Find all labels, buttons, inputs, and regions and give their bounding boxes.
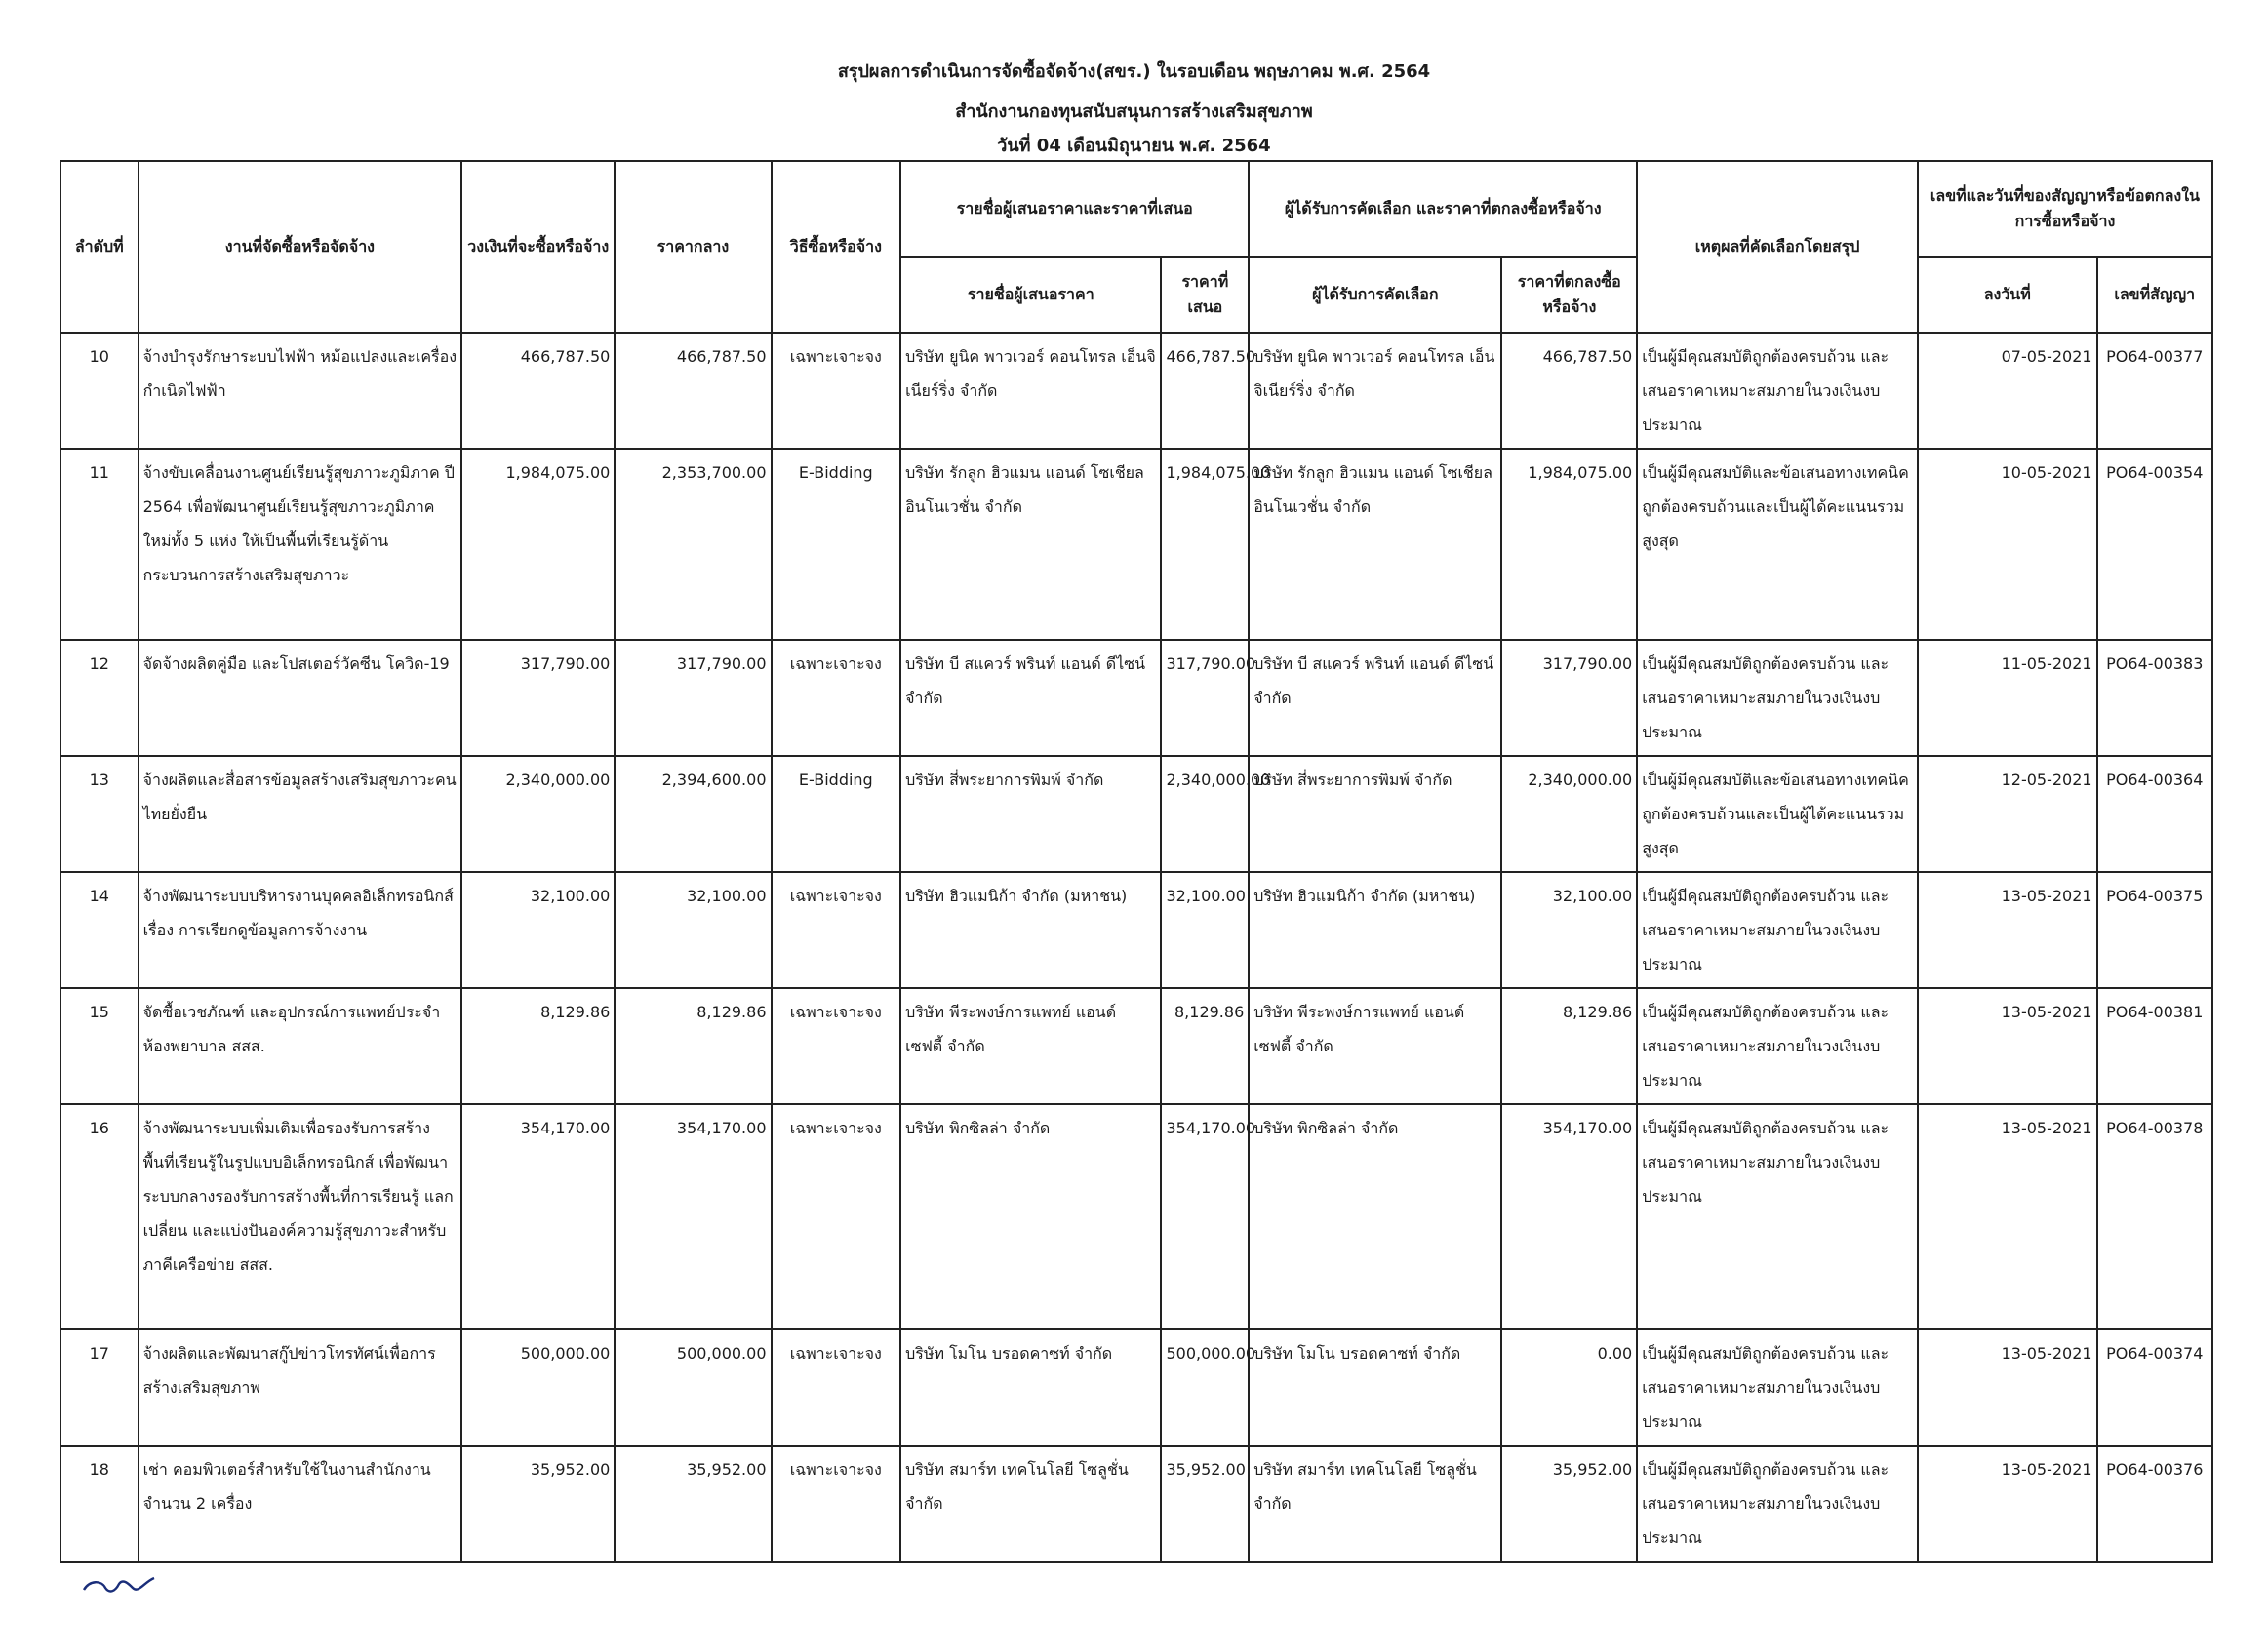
table-row — [60, 756, 2212, 872]
budget-value: 32,100.00 — [461, 872, 615, 988]
row-number: 16 — [60, 1104, 139, 1329]
winner-name: บริษัท สี่พระยาการพิมพ์ จำกัด — [1249, 756, 1501, 872]
work-description: จ้างพัฒนาระบบบริหารงานบุคคลอิเล็กทรอนิกส์ เรื่อง การเรียกดูข้อมูลการจ้างงาน — [139, 872, 462, 988]
header-reason: เหตุผลที่คัดเลือกโดยสรุป — [1637, 161, 1918, 333]
table-row — [60, 988, 2212, 1104]
work-description: จ้างพัฒนาระบบเพิ่มเติมเพื่อรองรับการสร้างพื้นที่เรียนรู้ในรูปแบบอิเล็กทรอนิกส์ เพื่อพัฒนาระบบกลางรองรับการสร้างพื้นที่การเรียนรู้ แลกเปลี่ยน และแบ่งปันองค์ความรู้สุขภาวะสำหรับภาคีเครือข่าย สสส. — [139, 1104, 462, 1329]
row-number: 14 — [60, 872, 139, 988]
header-budget: วงเงินที่จะซื้อหรือจ้าง — [461, 161, 615, 333]
procurement-table — [60, 160, 2213, 1563]
agreed-price: 2,340,000.00 — [1501, 756, 1637, 872]
median-price: 2,394,600.00 — [615, 756, 771, 872]
selection-reason: เป็นผู้มีคุณสมบัติถูกต้องครบถ้วน และเสนอราคาเหมาะสมภายในวงเงินงบประมาณ — [1637, 640, 1918, 756]
bidder-name: บริษัท พิกซิลล่า จำกัด — [900, 1104, 1161, 1329]
median-price: 354,170.00 — [615, 1104, 771, 1329]
sign-date: 13-05-2021 — [1918, 1446, 2097, 1562]
budget-value: 354,170.00 — [461, 1104, 615, 1329]
agreed-price: 32,100.00 — [1501, 872, 1637, 988]
bidder-name: บริษัท สมาร์ท เทคโนโลยี โซลูชั่น จำกัด — [900, 1446, 1161, 1562]
selection-reason: เป็นผู้มีคุณสมบัติถูกต้องครบถ้วน และเสนอราคาเหมาะสมภายในวงเงินงบประมาณ — [1637, 988, 1918, 1104]
bid-price: 354,170.00 — [1161, 1104, 1249, 1329]
bid-price: 35,952.00 — [1161, 1446, 1249, 1562]
row-number: 17 — [60, 1329, 139, 1446]
signature-mark — [80, 1570, 158, 1598]
budget-value: 1,984,075.00 — [461, 449, 615, 640]
budget-value: 466,787.50 — [461, 333, 615, 449]
sign-date: 13-05-2021 — [1918, 1104, 2097, 1329]
bidder-name: บริษัท ฮิวแมนิก้า จำกัด (มหาชน) — [900, 872, 1161, 988]
bid-price: 2,340,000.00 — [1161, 756, 1249, 872]
bidder-name: บริษัท รักลูก ฮิวแมน แอนด์ โซเชียล อินโนเวชั่น จำกัด — [900, 449, 1161, 640]
row-number: 10 — [60, 333, 139, 449]
sign-date: 13-05-2021 — [1918, 988, 2097, 1104]
winner-name: บริษัท โมโน บรอดคาซท์ จำกัด — [1249, 1329, 1501, 1446]
contract-number: PO64-00378 — [2097, 1104, 2212, 1329]
procurement-method: เฉพาะเจาะจง — [772, 333, 901, 449]
header-contract-group: เลขที่และวันที่ของสัญญาหรือข้อตกลงในการซื้อหรือจ้าง — [1918, 161, 2212, 257]
budget-value: 2,340,000.00 — [461, 756, 615, 872]
selection-reason: เป็นผู้มีคุณสมบัติถูกต้องครบถ้วน และเสนอราคาเหมาะสมภายในวงเงินงบประมาณ — [1637, 1329, 1918, 1446]
header-sign-date: ลงวันที่ — [1918, 257, 2097, 333]
work-description: จ้างผลิตและพัฒนาสกู๊ปข่าวโทรทัศน์เพื่อการสร้างเสริมสุขภาพ — [139, 1329, 462, 1446]
header-method: วิธีซื้อหรือจ้าง — [772, 161, 901, 333]
contract-number: PO64-00377 — [2097, 333, 2212, 449]
procurement-method: เฉพาะเจาะจง — [772, 1104, 901, 1329]
table-row — [60, 333, 2212, 449]
winner-name: บริษัท รักลูก ฮิวแมน แอนด์ โซเชียล อินโนเวชั่น จำกัด — [1249, 449, 1501, 640]
median-price: 8,129.86 — [615, 988, 771, 1104]
procurement-method: E-Bidding — [772, 756, 901, 872]
bid-price: 1,984,075.00 — [1161, 449, 1249, 640]
table-row — [60, 1104, 2212, 1329]
row-number: 12 — [60, 640, 139, 756]
winner-name: บริษัท พิกซิลล่า จำกัด — [1249, 1104, 1501, 1329]
header-agreed-price: ราคาที่ตกลงซื้อหรือจ้าง — [1501, 257, 1637, 333]
sign-date: 13-05-2021 — [1918, 1329, 2097, 1446]
header-bidders-group: รายชื่อผู้เสนอราคาและราคาที่เสนอ — [900, 161, 1249, 257]
selection-reason: เป็นผู้มีคุณสมบัติและข้อเสนอทางเทคนิคถูกต้องครบถ้วนและเป็นผู้ได้คะแนนรวมสูงสุด — [1637, 449, 1918, 640]
document-organization: สำนักงานกองทุนสนับสนุนการสร้างเสริมสุขภาพ — [955, 101, 1313, 122]
median-price: 317,790.00 — [615, 640, 771, 756]
agreed-price: 0.00 — [1501, 1329, 1637, 1446]
row-number: 18 — [60, 1446, 139, 1562]
sign-date: 13-05-2021 — [1918, 872, 2097, 988]
selection-reason: เป็นผู้มีคุณสมบัติและข้อเสนอทางเทคนิคถูกต้องครบถ้วนและเป็นผู้ได้คะแนนรวมสูงสุด — [1637, 756, 1918, 872]
agreed-price: 317,790.00 — [1501, 640, 1637, 756]
winner-name: บริษัท สมาร์ท เทคโนโลยี โซลูชั่น จำกัด — [1249, 1446, 1501, 1562]
median-price: 35,952.00 — [615, 1446, 771, 1562]
document-title: สรุปผลการดำเนินการจัดซื้อจัดจ้าง(สขร.) ในรอบเดือน พฤษภาคม พ.ศ. 2564 — [837, 61, 1431, 82]
header-bid-price: ราคาที่เสนอ — [1161, 257, 1249, 333]
agreed-price: 8,129.86 — [1501, 988, 1637, 1104]
table-row — [60, 640, 2212, 756]
work-description: เช่า คอมพิวเตอร์สำหรับใช้ในงานสำนักงาน จำนวน 2 เครื่อง — [139, 1446, 462, 1562]
bid-price: 32,100.00 — [1161, 872, 1249, 988]
winner-name: บริษัท ยูนิค พาวเวอร์ คอนโทรล เอ็นจิเนียร์ริ่ง จำกัด — [1249, 333, 1501, 449]
procurement-method: เฉพาะเจาะจง — [772, 988, 901, 1104]
procurement-method: เฉพาะเจาะจง — [772, 1446, 901, 1562]
work-description: จ้างบำรุงรักษาระบบไฟฟ้า หม้อแปลงและเครื่องกำเนิดไฟฟ้า — [139, 333, 462, 449]
sign-date: 12-05-2021 — [1918, 756, 2097, 872]
budget-value: 317,790.00 — [461, 640, 615, 756]
winner-name: บริษัท บี สแควร์ พรินท์ แอนด์ ดีไซน์ จำกัด — [1249, 640, 1501, 756]
contract-number: PO64-00354 — [2097, 449, 2212, 640]
budget-value: 35,952.00 — [461, 1446, 615, 1562]
agreed-price: 35,952.00 — [1501, 1446, 1637, 1562]
work-description: จัดจ้างผลิตคู่มือ และโปสเตอร์วัคซีน โควิด-19 — [139, 640, 462, 756]
procurement-method: เฉพาะเจาะจง — [772, 872, 901, 988]
table-row — [60, 449, 2212, 640]
row-number: 13 — [60, 756, 139, 872]
bidder-name: บริษัท โมโน บรอดคาซท์ จำกัด — [900, 1329, 1161, 1446]
median-price: 32,100.00 — [615, 872, 771, 988]
bid-price: 466,787.50 — [1161, 333, 1249, 449]
work-description: จ้างผลิตและสื่อสารข้อมูลสร้างเสริมสุขภาวะคนไทยยั่งยืน — [139, 756, 462, 872]
header-contract-no: เลขที่สัญญา — [2097, 257, 2212, 333]
header-winner-group: ผู้ได้รับการคัดเลือก และราคาที่ตกลงซื้อหรือจ้าง — [1249, 161, 1637, 257]
contract-number: PO64-00364 — [2097, 756, 2212, 872]
header-median-price: ราคากลาง — [615, 161, 771, 333]
budget-value: 500,000.00 — [461, 1329, 615, 1446]
bidder-name: บริษัท พีระพงษ์การแพทย์ แอนด์ เซฟตี้ จำกัด — [900, 988, 1161, 1104]
procurement-method: เฉพาะเจาะจง — [772, 1329, 901, 1446]
bidder-name: บริษัท ยูนิค พาวเวอร์ คอนโทรล เอ็นจิเนียร์ริ่ง จำกัด — [900, 333, 1161, 449]
contract-number: PO64-00375 — [2097, 872, 2212, 988]
median-price: 466,787.50 — [615, 333, 771, 449]
row-number: 15 — [60, 988, 139, 1104]
median-price: 500,000.00 — [615, 1329, 771, 1446]
selection-reason: เป็นผู้มีคุณสมบัติถูกต้องครบถ้วน และเสนอราคาเหมาะสมภายในวงเงินงบประมาณ — [1637, 872, 1918, 988]
header-no: ลำดับที่ — [60, 161, 139, 333]
bid-price: 500,000.00 — [1161, 1329, 1249, 1446]
sign-date: 11-05-2021 — [1918, 640, 2097, 756]
winner-name: บริษัท ฮิวแมนิก้า จำกัด (มหาชน) — [1249, 872, 1501, 988]
median-price: 2,353,700.00 — [615, 449, 771, 640]
bidder-name: บริษัท สี่พระยาการพิมพ์ จำกัด — [900, 756, 1161, 872]
work-description: จ้างขับเคลื่อนงานศูนย์เรียนรู้สุขภาวะภูมิภาค ปี 2564 เพื่อพัฒนาศูนย์เรียนรู้สุขภาวะภูมิภาคใหม่ทั้ง 5 แห่ง ให้เป็นพื้นที่เรียนรู้ด้านกระบวนการสร้างเสริมสุขภาวะ — [139, 449, 462, 640]
bid-price: 8,129.86 — [1161, 988, 1249, 1104]
contract-number: PO64-00374 — [2097, 1329, 2212, 1446]
budget-value: 8,129.86 — [461, 988, 615, 1104]
header-work: งานที่จัดซื้อหรือจัดจ้าง — [139, 161, 462, 333]
selection-reason: เป็นผู้มีคุณสมบัติถูกต้องครบถ้วน และเสนอราคาเหมาะสมภายในวงเงินงบประมาณ — [1637, 1446, 1918, 1562]
row-number: 11 — [60, 449, 139, 640]
agreed-price: 1,984,075.00 — [1501, 449, 1637, 640]
procurement-method: เฉพาะเจาะจง — [772, 640, 901, 756]
selection-reason: เป็นผู้มีคุณสมบัติถูกต้องครบถ้วน และเสนอราคาเหมาะสมภายในวงเงินงบประมาณ — [1637, 1104, 1918, 1329]
contract-number: PO64-00376 — [2097, 1446, 2212, 1562]
table-row — [60, 1329, 2212, 1446]
selection-reason: เป็นผู้มีคุณสมบัติถูกต้องครบถ้วน และเสนอราคาเหมาะสมภายในวงเงินงบประมาณ — [1637, 333, 1918, 449]
work-description: จัดซื้อเวชภัณฑ์ และอุปกรณ์การแพทย์ประจำห้องพยาบาล สสส. — [139, 988, 462, 1104]
header-winner-name: ผู้ได้รับการคัดเลือก — [1249, 257, 1501, 333]
contract-number: PO64-00381 — [2097, 988, 2212, 1104]
contract-number: PO64-00383 — [2097, 640, 2212, 756]
bid-price: 317,790.00 — [1161, 640, 1249, 756]
agreed-price: 466,787.50 — [1501, 333, 1637, 449]
agreed-price: 354,170.00 — [1501, 1104, 1637, 1329]
header-bidder-name: รายชื่อผู้เสนอราคา — [900, 257, 1161, 333]
sign-date: 10-05-2021 — [1918, 449, 2097, 640]
procurement-method: E-Bidding — [772, 449, 901, 640]
sign-date: 07-05-2021 — [1918, 333, 2097, 449]
winner-name: บริษัท พีระพงษ์การแพทย์ แอนด์ เซฟตี้ จำกัด — [1249, 988, 1501, 1104]
table-row — [60, 872, 2212, 988]
table-row — [60, 1446, 2212, 1562]
bidder-name: บริษัท บี สแควร์ พรินท์ แอนด์ ดีไซน์ จำกัด — [900, 640, 1161, 756]
document-date: วันที่ 04 เดือนมิถุนายน พ.ศ. 2564 — [997, 136, 1271, 156]
